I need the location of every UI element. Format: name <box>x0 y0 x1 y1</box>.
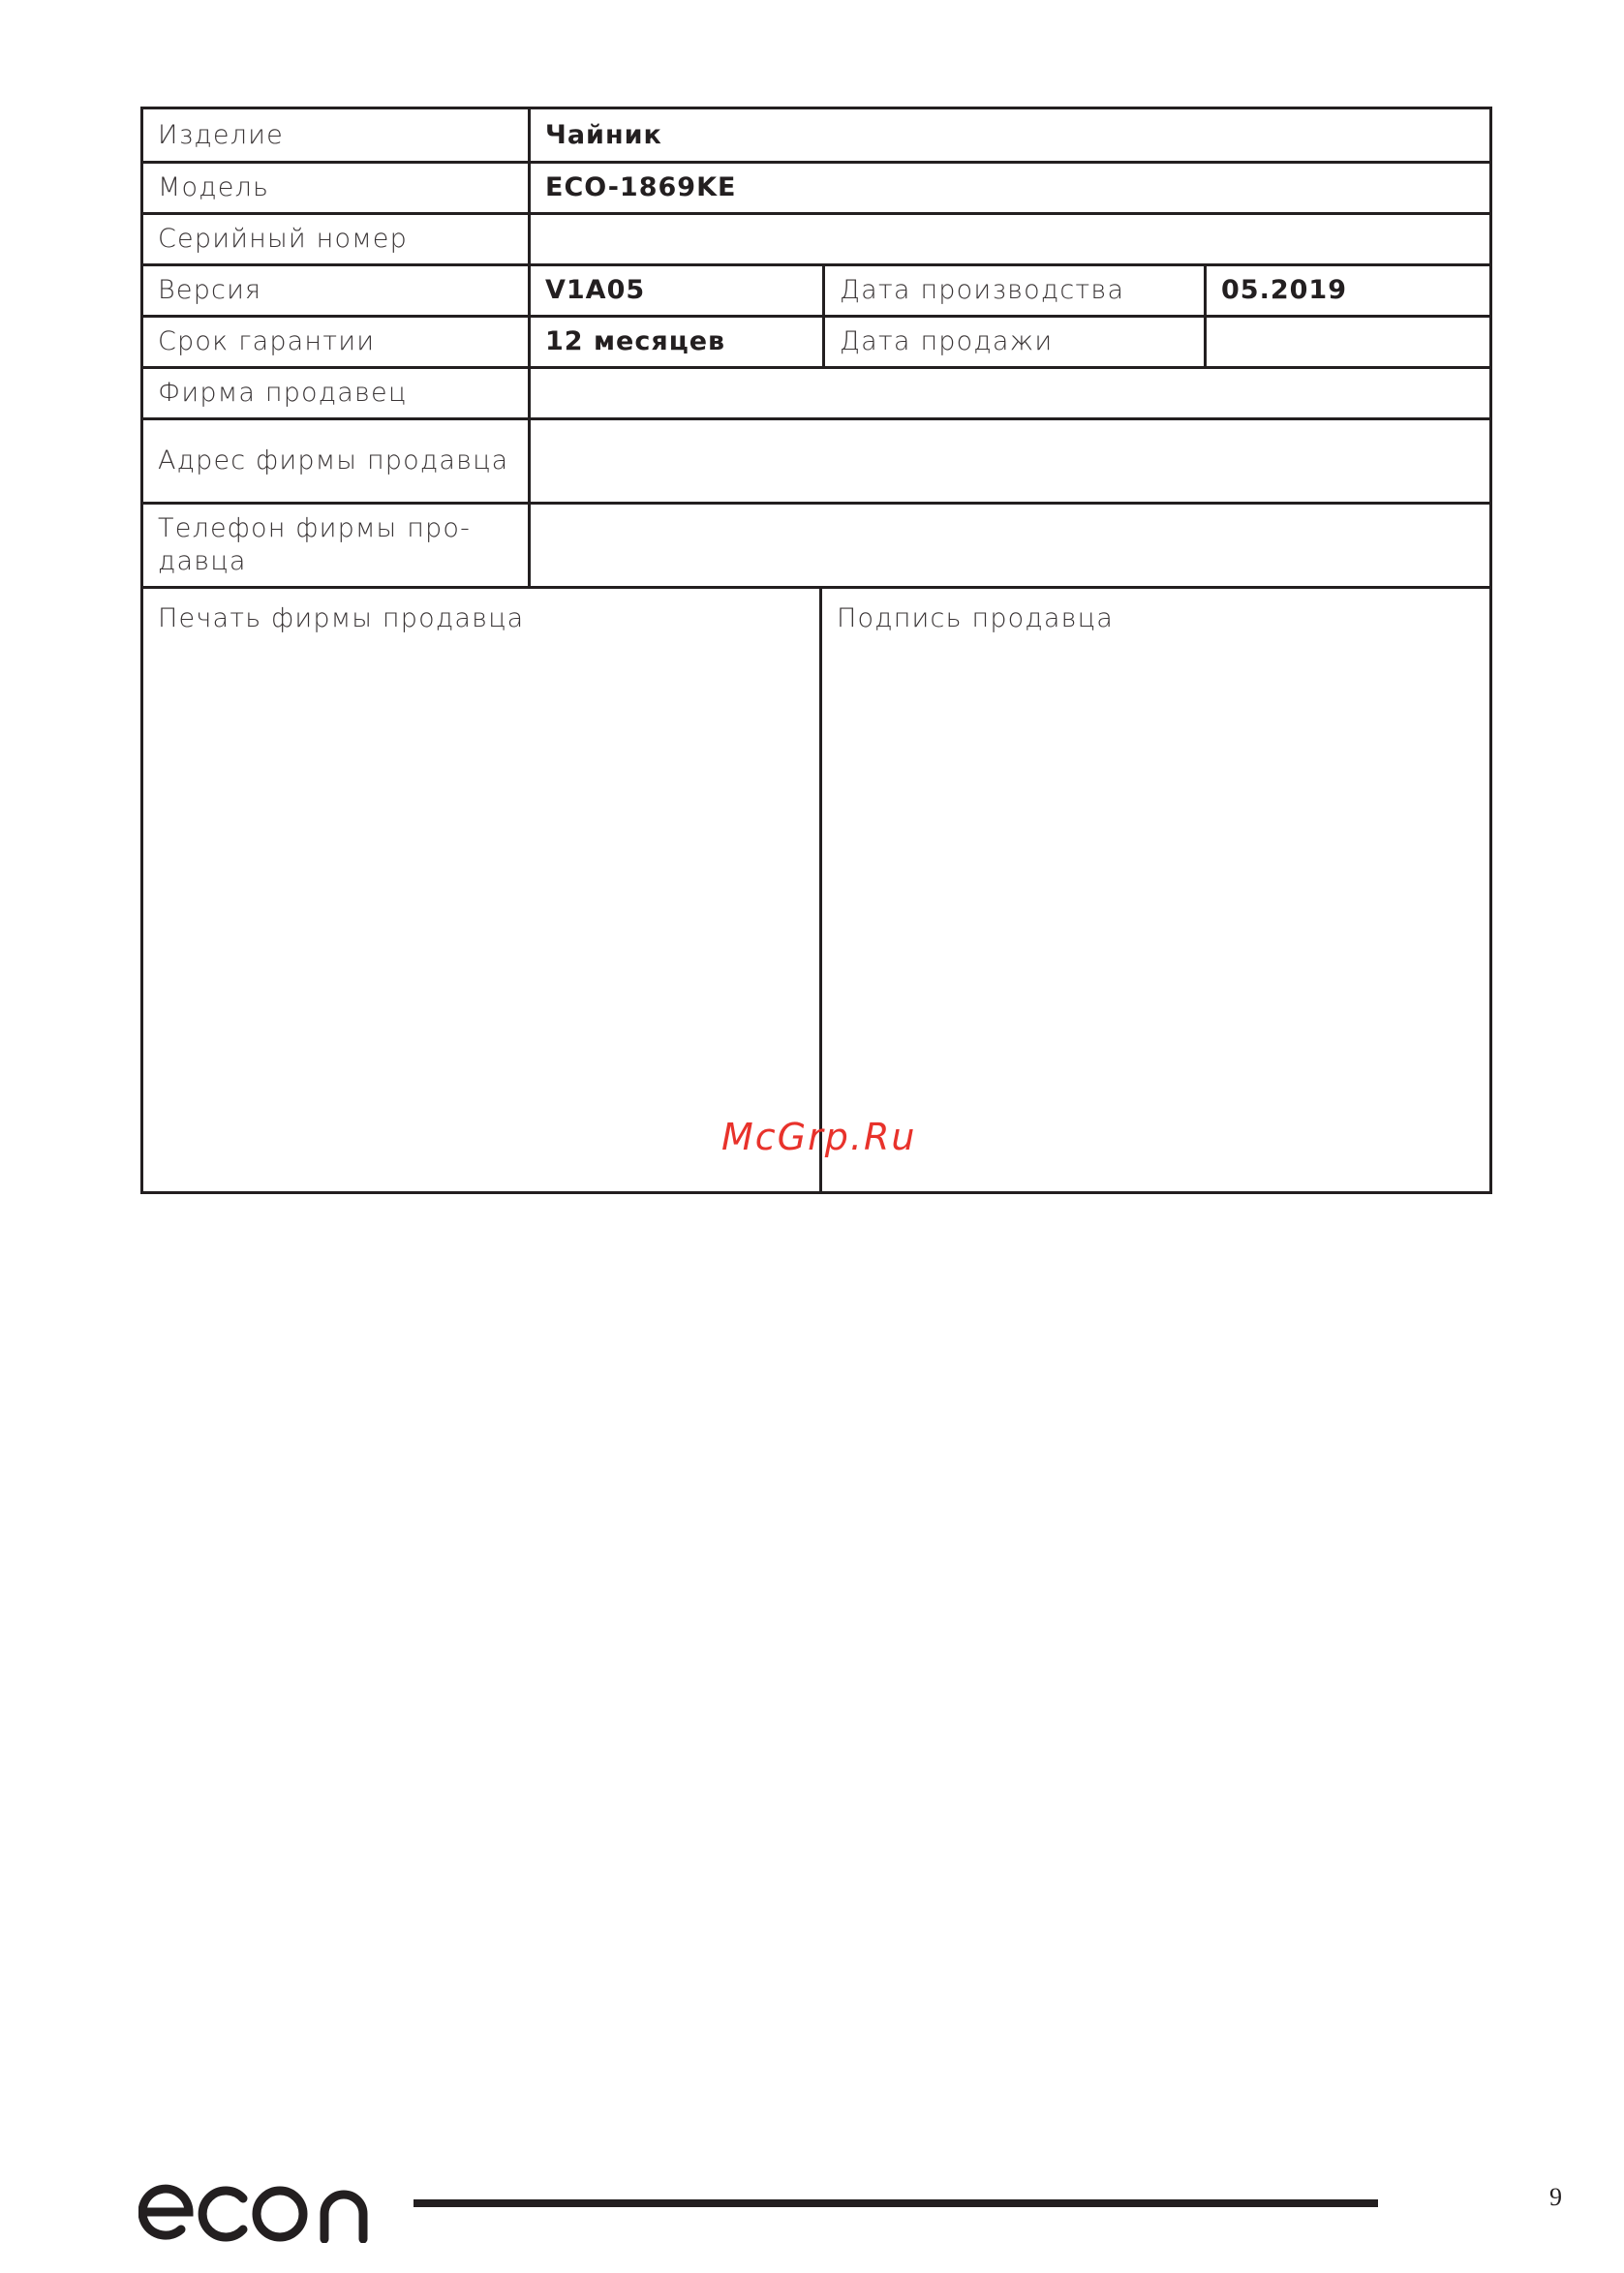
product-label: Изделие <box>158 119 284 150</box>
row-product <box>143 109 1489 161</box>
watermark: McGrp.Ru <box>721 1116 917 1158</box>
row-serial <box>143 212 1489 263</box>
seller-address-label: Адрес фирмы продавца <box>158 445 509 476</box>
row-version <box>143 263 1489 315</box>
product-value: Чайник <box>528 109 1489 161</box>
warranty-form <box>140 107 1492 1194</box>
seller-address-value <box>528 420 1489 502</box>
seller-phone-label: Телефон фирмы про-давца <box>158 513 472 576</box>
seller-value <box>528 369 1489 417</box>
version-label: Версия <box>158 275 262 305</box>
row-warranty <box>143 315 1489 366</box>
sale-date-value <box>1204 318 1489 366</box>
econ-logo <box>138 2175 376 2243</box>
serial-value <box>528 215 1489 263</box>
production-date-label: Дата производства <box>822 266 1204 315</box>
signature-label: Подпись продавца <box>819 589 1489 1191</box>
serial-label: Серийный номер <box>158 224 408 254</box>
stamp-label: Печать фирмы продавца <box>158 603 525 633</box>
row-seller-address <box>143 417 1489 502</box>
row-model <box>143 161 1489 212</box>
version-value: V1A05 <box>528 266 822 315</box>
seller-phone-value <box>528 505 1489 586</box>
seller-label: Фирма продавец <box>158 378 408 408</box>
production-date-value: 05.2019 <box>1204 266 1489 315</box>
row-seller-phone <box>143 502 1489 586</box>
model-label: Модель <box>158 172 270 202</box>
row-stamp-signature <box>143 586 1489 1191</box>
sale-date-label: Дата продажи <box>822 318 1204 366</box>
page-number: 9 <box>1549 2183 1562 2211</box>
warranty-value: 12 месяцев <box>528 318 822 366</box>
model-value: ECO-1869KE <box>528 164 1489 212</box>
row-seller <box>143 366 1489 417</box>
warranty-label: Срок гарантии <box>158 326 376 356</box>
footer-rule <box>414 2199 1378 2207</box>
